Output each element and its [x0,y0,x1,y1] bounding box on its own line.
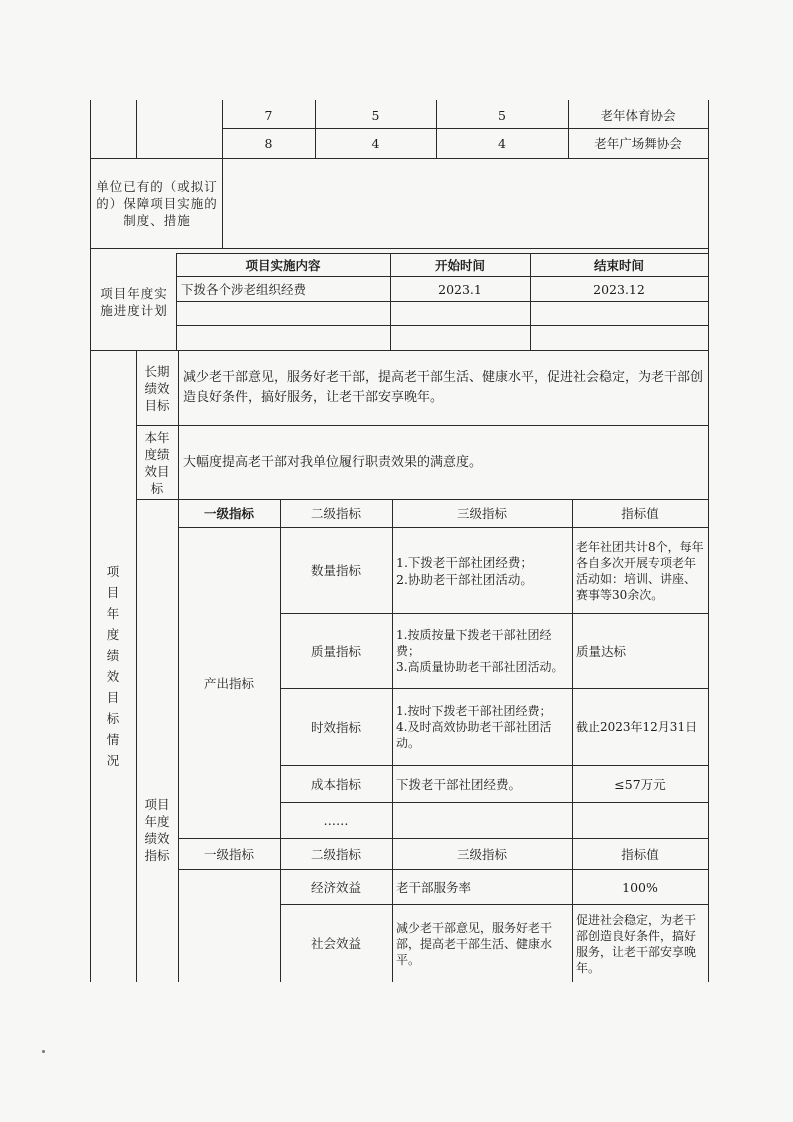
row8-org: 老年广场舞协会 [594,136,682,151]
schedule-row-content [181,302,389,325]
indicator-l3: 1.按时下拨老干部社团经费； 4.及时高效协助老干部社团活动。 [396,704,552,750]
indicator-l3: 1.按质按量下拨老干部社团经费； 3.高质量协助老干部社团活动。 [396,628,564,674]
indicator-header-value: 指标值 [621,846,659,862]
rule [90,248,708,249]
measures-value [226,160,704,246]
row8-value-b: 4 [498,136,506,151]
indicator-l2: 成本指标 [310,776,361,792]
row8-number: 8 [264,136,273,151]
schedule-row-end [530,326,708,350]
indicator-header-l2: 二级指标 [310,846,361,862]
indicator-value [572,803,708,838]
schedule-label: 项目年度实施进度计划 [100,285,168,318]
annual-label: 本年度绩效目标 [144,429,170,496]
row7-org: 老年体育协会 [600,107,676,123]
schedule-row-start [390,326,530,350]
rule [708,100,709,982]
indicator-label: 项目年度绩效指标 [144,797,170,863]
indicator-header-l1: 一级指标 [203,846,254,862]
measures-label: 单位已有的（或拟订的）保障项目实施的制度、措施 [96,178,218,228]
indicator-l2: 数量指标 [310,563,361,578]
indicator-l2: 社会效益 [310,936,361,951]
indicator-value: 质量达标 [576,643,627,659]
rule [136,100,137,158]
indicator-l3: 1.下拨老干部社团经费； 2.协助老干部社团活动。 [396,554,533,587]
rule [572,499,573,982]
goals-section-label: 项目年度绩效目标情况 [106,564,120,768]
indicator-header-l1: 一级指标 [203,506,254,521]
indicator-header-l2: 二级指标 [310,506,361,521]
scan-speck [42,1050,45,1053]
row7-number: 7 [264,107,273,123]
schedule-header-start: 开始时间 [434,257,485,273]
schedule-header-content: 项目实施内容 [245,257,321,273]
indicator-l3: 减少老干部意见，服务好老干部，提高老干部生活、健康水平。 [396,920,553,967]
long-term-text: 减少老干部意见，服务好老干部，提高老干部生活、健康水平，促进社会稳定，为老干部创造良好条件，搞好服务，让老干部安享晚年。 [183,370,704,405]
rule [90,350,708,351]
schedule-row-end [530,302,708,325]
indicator-header-l3: 三级指标 [456,846,507,862]
indicator-value: 促进社会稳定，为老干部创造良好条件，搞好服务，让老干部安享晚年。 [576,912,697,975]
indicator-l3: 下拨老干部社团经费。 [396,776,522,792]
indicator-l3 [396,803,568,838]
indicator-l2: …… [323,813,349,828]
indicator-l3: 老干部服务率 [396,879,472,895]
indicator-value: 截止2023年12月31日 [576,719,698,734]
row8-value-a: 4 [371,136,380,151]
indicator-l2: 质量指标 [310,643,361,659]
schedule-row-content [181,326,389,350]
schedule-row-content: 下拨各个涉老组织经费 [181,281,307,297]
annual-text: 大幅度提高老干部对我单位履行职责效果的满意度。 [183,455,483,470]
indicator-value: 老年社团共计8个，每年各自多次开展专项老年活动如：培训、讲座、赛事等30余次。 [576,539,704,602]
rule [392,499,393,982]
indicator-value: ≤57万元 [614,776,666,792]
schedule-row-end: 2023.12 [593,281,645,297]
rule [90,158,708,159]
indicator-l2: 经济效益 [310,879,361,895]
schedule-row-start [390,302,530,325]
schedule-row-start: 2023.1 [438,281,482,297]
indicator-value: 100% [622,879,658,895]
output-indicator-label: 产出指标 [203,675,254,691]
indicator-header-l3: 三级指标 [456,506,507,521]
row7-value-b: 5 [498,107,506,123]
schedule-header-end: 结束时间 [593,257,644,273]
indicator-l2: 时效指标 [310,719,361,735]
indicator-header-value: 指标值 [621,506,659,521]
row7-value-a: 5 [371,107,380,123]
long-term-label: 长期绩效目标 [144,363,170,413]
